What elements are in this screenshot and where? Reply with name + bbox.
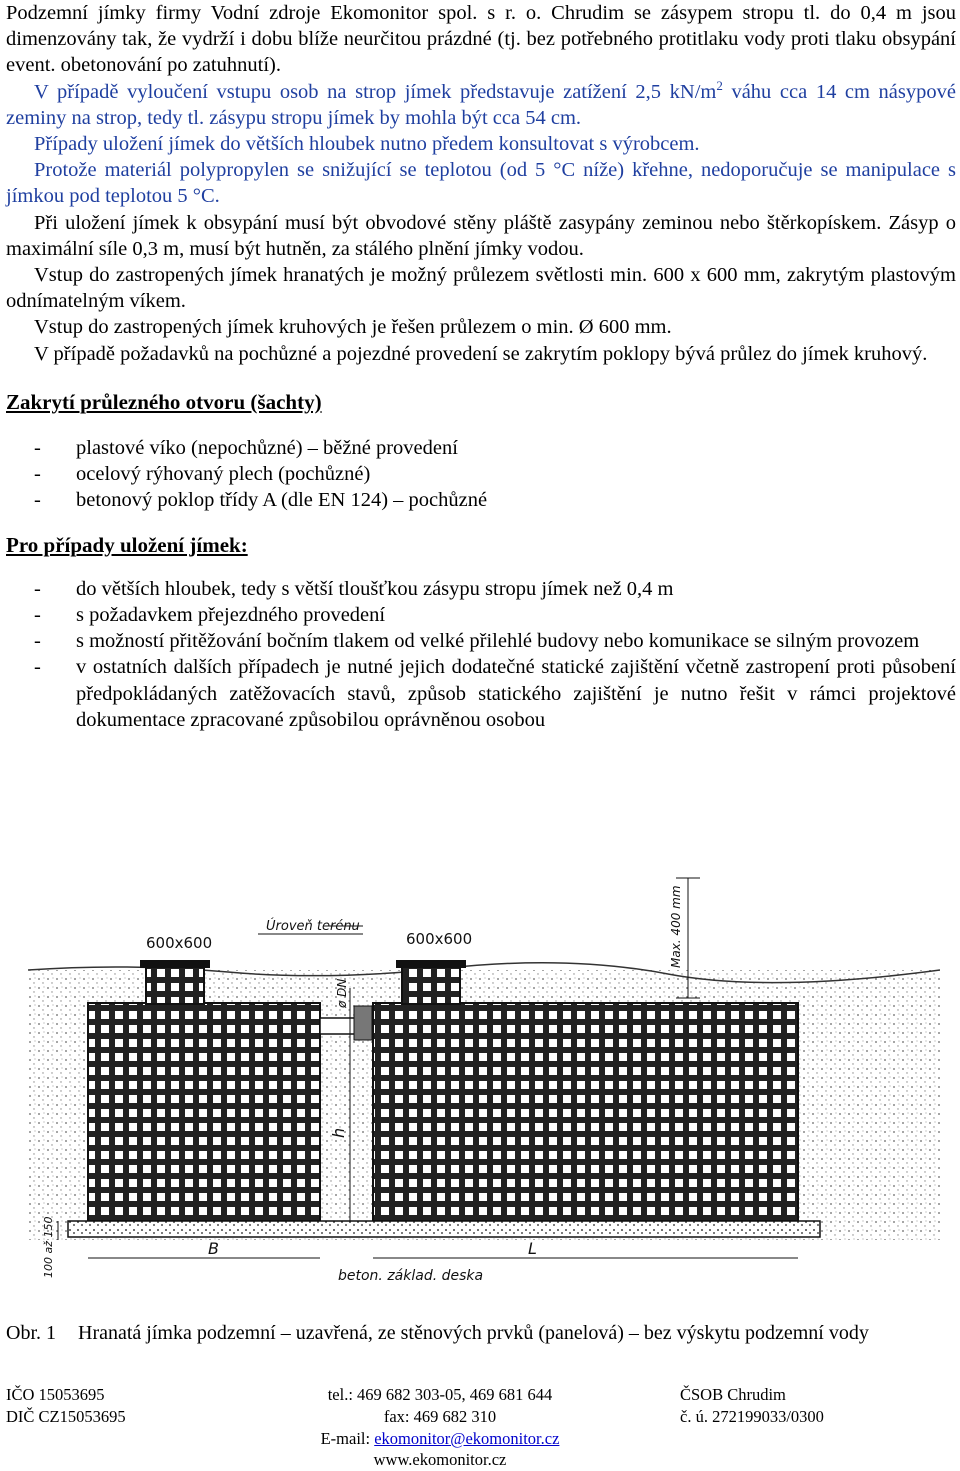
paragraph-square-entry: Vstup do zastropených jímek hranatých je možný průlezem světlosti min. 600 x 600 mm, zakrytým plastovým odnímatelným víkem. (6, 264, 956, 313)
figure-tank-drawing (28, 868, 940, 1308)
tank-right (373, 1003, 798, 1221)
lid-left (140, 960, 210, 968)
list-item: - plastové víko (nepochůzné) – běžné provedení (6, 435, 956, 461)
footer-ids (6, 1384, 126, 1428)
shaft-right (402, 966, 460, 1004)
list-item: - s požadavkem přejezdného provedení (6, 602, 956, 628)
list-item: - do větších hloubek, tedy s větší tloušťkou zásypu stropu jímek než 0,4 m (6, 576, 956, 602)
lid-right (396, 960, 466, 968)
heading-placement: Pro případy uložení jímek: (6, 532, 248, 557)
document-body (6, 0, 956, 733)
label-h: h (329, 1127, 348, 1138)
footer-ico: IČO 15053695 (6, 1385, 105, 1404)
footer-email-label: E-mail: (320, 1428, 375, 1448)
footer-bank-name: ČSOB Chrudim (680, 1385, 786, 1404)
list-placement (6, 576, 956, 733)
paragraph-load-text-b: váhu cca 14 cm násypové zeminy na strop, tedy tl. zásypu stropu jímek by mohla být cca 54 cm. (6, 80, 956, 129)
heading-cover: Zakrytí průlezného otvoru (šachty) (6, 389, 322, 414)
paragraph-walkable: V případě požadavků na pochůzné a pojezdné provedení se zakrytím poklopy bývá průlez do jímek kruhový. (34, 342, 928, 365)
label-b: B (208, 1239, 219, 1258)
label-terrain: Úroveň terénu (266, 919, 360, 934)
base-slab (68, 1221, 820, 1237)
list-cover (6, 435, 956, 514)
footer-dic: DIČ CZ15053695 (6, 1406, 126, 1426)
paragraph-temperature: Protože materiál polypropylen se snižující se teplotou (od 5 °C níže) křehne, nedoporučuje se manipulace s jímkou pod teplotou 5 °C. (6, 159, 956, 208)
footer-email-link[interactable]: ekomonitor@ekomonitor.cz (374, 1428, 560, 1448)
footer-fax: fax: 469 682 310 (383, 1406, 497, 1426)
paragraph-load-text-a: V případě vyloučení vstupu osob na strop jímek představuje zatížení 2,5 kN/m (34, 80, 717, 103)
list-item: - v ostatních dalších případech je nutné jejich dodatečné statické zajištění včetně zastropení proti působení předpokládaných zatěžovacích stavů, způsob statického zajištění je nutno řešit v rámci projektové dokumentace zpracované způsobilou oprávněnou osobou (6, 654, 956, 733)
list-item: - s možností přitěžování bočním tlakem od velké přilehlé budovy nebo komunikace se silným provozem (6, 628, 956, 654)
label-opening-right: 600x600 (406, 930, 473, 948)
label-base: beton. základ. deska (338, 1268, 484, 1284)
footer-web: www.ekomonitor.cz (373, 1450, 507, 1470)
footer-email-line (300, 1428, 580, 1450)
paragraph-backfill: Při uložení jímek k obsypání musí být obvodové stěny pláště zasypány zeminou nebo štěrkopískem. Zásyp o maximální síle 0,3 m, musí být hutněn, za stálého plnění jímky vodou. (6, 211, 956, 260)
paragraph-intro: Podzemní jímky firmy Vodní zdroje Ekomonitor spol. s r. o. Chrudim se zásypem stropu tl. do 0,4 m jsou dimenzovány tak, že vydrží i dobu blíže neurčitou prázdné (tj. bez potřebného protitlaku vody proti tlaku obsypání event. obetonování po zatuhnutí). (6, 2, 956, 77)
caption-text: Hranatá jímka podzemní – uzavřená, ze stěnových prvků (panelová) – bez výskytu podzemní vody (78, 1322, 869, 1344)
list-item: - betonový poklop třídy A (dle EN 124) – pochůzné (6, 487, 956, 513)
shaft-left (146, 966, 204, 1004)
list-item: - ocelový rýhovaný plech (pochůzné) (6, 461, 956, 487)
label-base-thickness: 100 až 150 (42, 1216, 55, 1278)
label-opening-left: 600x600 (146, 934, 213, 952)
footer-account: č. ú. 272199033/0300 (680, 1406, 824, 1426)
label-max: Max. 400 mm (669, 885, 683, 968)
paragraph-load (6, 79, 956, 131)
paragraph-depth: Případy uložení jímek do větších hloubek nutno předem konsultovat s výrobcem. (34, 133, 700, 156)
label-l: L (528, 1239, 537, 1258)
superscript: 2 (716, 77, 723, 93)
footer-bank (680, 1384, 824, 1428)
figure-caption (6, 1322, 869, 1345)
pipe-flange (354, 1006, 372, 1040)
caption-number: Obr. 1 (6, 1322, 56, 1344)
paragraph-round-entry: Vstup do zastropených jímek kruhových je řešen průlezem o min. Ø 600 mm. (34, 316, 672, 339)
tank-left (88, 1003, 320, 1221)
footer-contact (300, 1384, 580, 1471)
footer-tel: tel.: 469 682 303-05, 469 681 644 (327, 1385, 553, 1404)
label-dn: ø DN (335, 978, 349, 1008)
